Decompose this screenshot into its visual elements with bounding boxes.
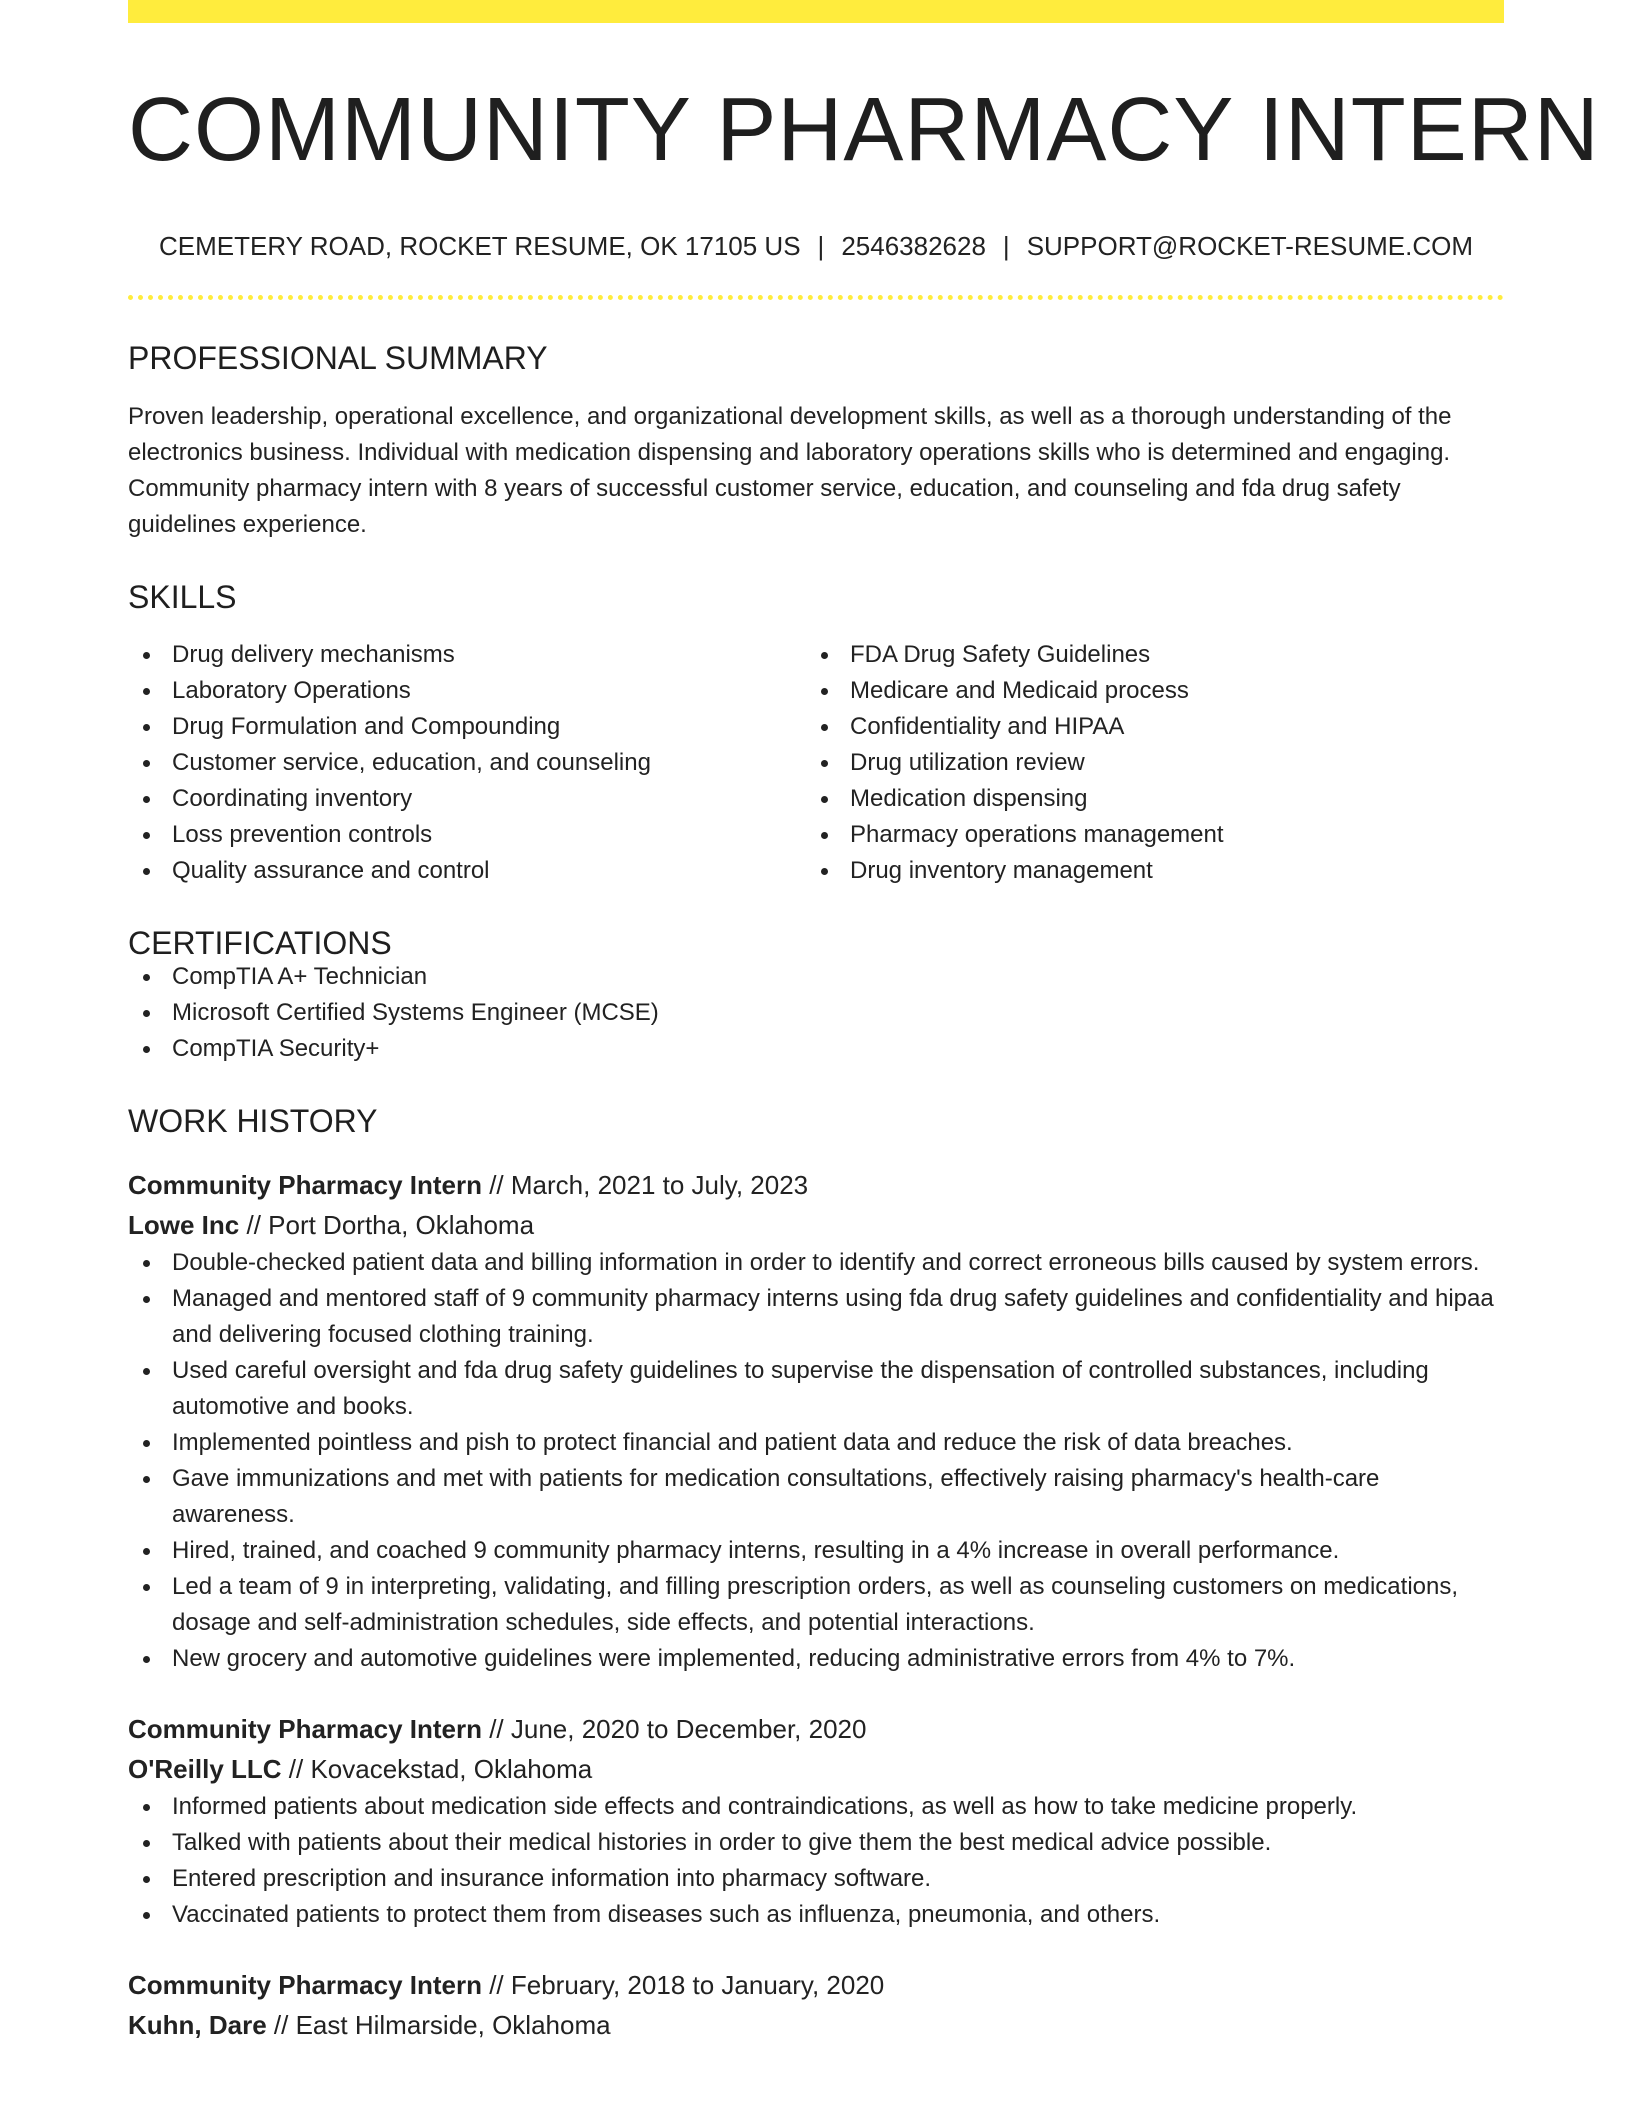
job-company: Lowe Inc (128, 1210, 240, 1240)
job-company: Kuhn, Dare (128, 2010, 267, 2040)
summary-heading: PROFESSIONAL SUMMARY (128, 340, 548, 376)
job-title-line (128, 1709, 1504, 1749)
certification-item: Microsoft Certified Systems Engineer (MCSE) (128, 995, 1504, 1031)
work-history-list (128, 1165, 1504, 2045)
job-company-line (128, 1749, 1504, 1789)
skills-list-right (806, 637, 1484, 889)
job-title-line (128, 1165, 1504, 1205)
contact-separator: | (817, 231, 825, 261)
job-bullet: Informed patients about medication side effects and contraindications, as well as how to take medicine properly. (128, 1789, 1504, 1825)
contact-phone: 2546382628 (841, 231, 986, 261)
skill-item: Drug utilization review (806, 745, 1484, 781)
job-bullet: Used careful oversight and fda drug safety guidelines to supervise the dispensation of controlled substances, including automotive and books. (128, 1353, 1504, 1425)
accent-top-bar (128, 0, 1504, 23)
skill-item: Drug Formulation and Compounding (128, 709, 806, 745)
certification-item: CompTIA Security+ (128, 1031, 1504, 1067)
skill-item: Medication dispensing (806, 781, 1484, 817)
skills-list-left (128, 637, 806, 889)
job-location: // Port Dortha, Oklahoma (239, 1210, 535, 1240)
job-bullet: Entered prescription and insurance information into pharmacy software. (128, 1861, 1504, 1897)
skills-column-right (806, 637, 1484, 889)
certifications-heading: CERTIFICATIONS (128, 925, 392, 961)
job-company-line (128, 2005, 1504, 2045)
job-bullet: Hired, trained, and coached 9 community pharmacy interns, resulting in a 4% increase in overall performance. (128, 1533, 1504, 1569)
certification-item: CompTIA A+ Technician (128, 959, 1504, 995)
skill-item: FDA Drug Safety Guidelines (806, 637, 1484, 673)
skill-item: Confidentiality and HIPAA (806, 709, 1484, 745)
job-bullet: Managed and mentored staff of 9 community pharmacy interns using fda drug safety guidelines and confidentiality and hipaa and delivering focused clothing training. (128, 1281, 1504, 1353)
job-role: Community Pharmacy Intern (128, 1714, 482, 1744)
job-title-line (128, 1965, 1504, 2005)
job-company: O'Reilly LLC (128, 1754, 282, 1784)
job-bullet: New grocery and automotive guidelines were implemented, reducing administrative errors from 4% to 7%. (128, 1641, 1504, 1677)
job-bullet-list (128, 1245, 1504, 1677)
skill-item: Drug delivery mechanisms (128, 637, 806, 673)
skills-grid (128, 637, 1504, 889)
skills-heading: SKILLS (128, 579, 237, 615)
job-location: // East Hilmarside, Oklahoma (266, 2010, 611, 2040)
resume-name: COMMUNITY PHARMACY INTERN (128, 80, 1600, 180)
skill-item: Medicare and Medicaid process (806, 673, 1484, 709)
job-bullet: Double-checked patient data and billing information in order to identify and correct erroneous bills caused by system errors. (128, 1245, 1504, 1281)
contact-separator: | (1002, 231, 1010, 261)
job-bullet: Implemented pointless and pish to protect financial and patient data and reduce the risk of data breaches. (128, 1425, 1504, 1461)
job-bullet: Gave immunizations and met with patients for medication consultations, effectively raising pharmacy's health-care awareness. (128, 1461, 1504, 1533)
skill-item: Quality assurance and control (128, 853, 806, 889)
job-bullet-list (128, 1789, 1504, 1933)
contact-address: CEMETERY ROAD, ROCKET RESUME, OK 17105 US (159, 231, 801, 261)
work-history-heading: WORK HISTORY (128, 1103, 378, 1139)
skills-column-left (128, 637, 806, 889)
skill-item: Pharmacy operations management (806, 817, 1484, 853)
job-entry (128, 1709, 1504, 1933)
job-dates: // March, 2021 to July, 2023 (481, 1170, 809, 1200)
job-role: Community Pharmacy Intern (128, 1170, 482, 1200)
job-entry (128, 1165, 1504, 1677)
job-bullet: Vaccinated patients to protect them from diseases such as influenza, pneumonia, and others. (128, 1897, 1504, 1933)
skill-item: Laboratory Operations (128, 673, 806, 709)
skill-item: Coordinating inventory (128, 781, 806, 817)
summary-text: Proven leadership, operational excellence, and organizational development skills, as well as a thorough understanding of the electronics business. Individual with medication dispensing and laboratory operations skills who is determined and engaging. Community pharmacy intern with 8 years of successful customer service, education, and counseling and fda drug safety guidelines experience. (128, 403, 1452, 538)
certifications-list (128, 959, 1504, 1067)
job-bullet: Led a team of 9 in interpreting, validating, and filling prescription orders, as well as counseling customers on medications, dosage and self-administration schedules, side effects, and potential interactions. (128, 1569, 1504, 1641)
skill-item: Loss prevention controls (128, 817, 806, 853)
job-entry (128, 1965, 1504, 2045)
job-company-line (128, 1205, 1504, 1245)
contact-line (128, 233, 1504, 259)
job-bullet: Talked with patients about their medical histories in order to give them the best medical advice possible. (128, 1825, 1504, 1861)
job-location: // Kovacekstad, Oklahoma (281, 1754, 593, 1784)
resume-content (128, 0, 1600, 2045)
job-dates: // June, 2020 to December, 2020 (481, 1714, 867, 1744)
contact-email: SUPPORT@ROCKET-RESUME.COM (1026, 231, 1473, 261)
job-dates: // February, 2018 to January, 2020 (481, 1970, 885, 2000)
skill-item: Customer service, education, and counseling (128, 745, 806, 781)
dotted-divider (128, 295, 1504, 300)
job-role: Community Pharmacy Intern (128, 1970, 482, 2000)
skill-item: Drug inventory management (806, 853, 1484, 889)
